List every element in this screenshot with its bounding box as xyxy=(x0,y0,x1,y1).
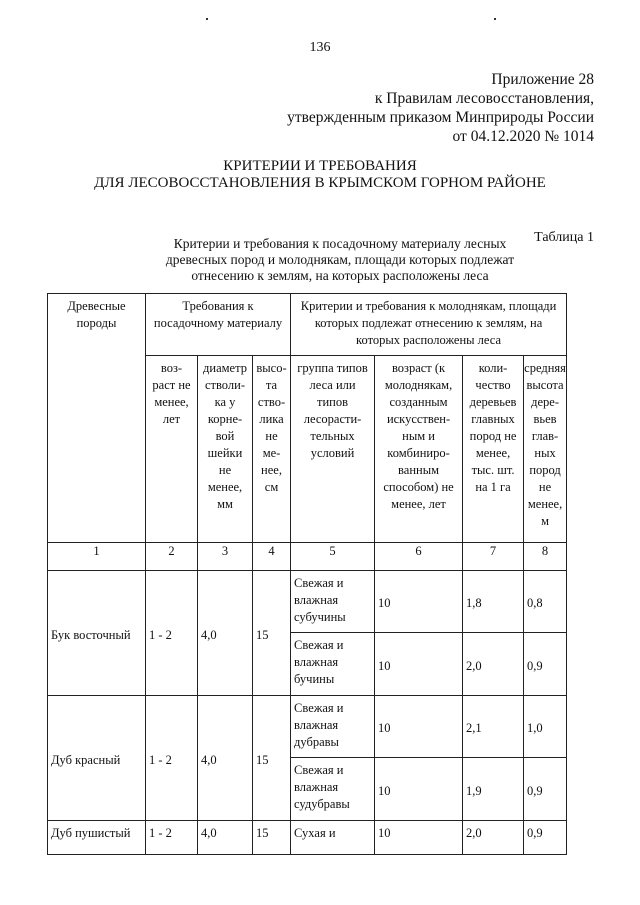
header-text: Древесные xyxy=(67,299,126,313)
header-text: нее, xyxy=(261,463,282,477)
header-text: диаметр xyxy=(203,361,247,375)
table-label: Таблица 1 xyxy=(534,230,594,245)
table-caption xyxy=(150,236,530,284)
header-text: мм xyxy=(217,497,233,511)
header-text: высо- xyxy=(256,361,287,375)
header-text: дере- xyxy=(531,395,559,409)
forest-type-line: Свежая и xyxy=(294,701,344,715)
header-text: см xyxy=(264,480,279,494)
planting-diameter: 4,0 xyxy=(198,696,253,821)
header-text: высота xyxy=(526,378,564,392)
header-text: та xyxy=(265,378,278,392)
annex-line: утвержденным приказом Минприроды России xyxy=(287,109,594,126)
header-text: пород не xyxy=(469,429,517,443)
header-text: ных xyxy=(534,446,556,460)
header-col3-diameter xyxy=(198,356,253,543)
header-text: породы xyxy=(76,316,117,330)
header-text: ка у xyxy=(214,395,236,409)
header-text: чество xyxy=(475,378,511,392)
planting-height: 15 xyxy=(253,571,291,696)
tree-count: 1,8 xyxy=(463,571,524,633)
header-text: менее, xyxy=(475,446,511,460)
header-text: средняя xyxy=(524,361,566,375)
forest-type-line: влажная xyxy=(294,780,339,794)
criteria-table xyxy=(47,293,567,855)
header-col2-age xyxy=(146,356,198,543)
header-text: менее, xyxy=(527,497,563,511)
scan-dot xyxy=(206,18,208,20)
header-text: которых подлежат отнесению к землям, на xyxy=(314,316,543,330)
column-number-row xyxy=(48,543,567,571)
planting-height: 15 xyxy=(253,696,291,821)
header-text: созданным xyxy=(389,395,448,409)
forest-type-line: дубравы xyxy=(294,735,339,749)
planting-age: 1 - 2 xyxy=(146,696,198,821)
header-text: группа типов xyxy=(297,361,368,375)
forest-type-line: судубравы xyxy=(294,797,350,811)
header-text: лика xyxy=(259,412,284,426)
header-row-top xyxy=(48,294,567,356)
column-number: 7 xyxy=(463,543,524,571)
annex-line: Приложение 28 xyxy=(491,71,594,88)
header-text: тельных xyxy=(310,429,355,443)
forest-type xyxy=(291,633,375,696)
header-text: менее, лет xyxy=(391,497,446,511)
header-text: менее, xyxy=(154,395,189,409)
header-text: на 1 га xyxy=(475,480,511,494)
species-name: Бук восточный xyxy=(48,571,146,696)
forest-type-line: влажная xyxy=(294,655,339,669)
forest-type-line: Сухая и xyxy=(294,826,336,840)
tree-count: 2,1 xyxy=(463,696,524,758)
tree-count: 1,9 xyxy=(463,758,524,821)
planting-height: 15 xyxy=(253,821,291,855)
header-text: вьев xyxy=(533,412,557,426)
column-number: 2 xyxy=(146,543,198,571)
header-species xyxy=(48,294,146,543)
header-text: главных xyxy=(471,412,515,426)
avg-height: 0,9 xyxy=(524,758,567,821)
title-line: ДЛЯ ЛЕСОВОССТАНОВЛЕНИЯ В КРЫМСКОМ ГОРНОМ РАЙОНЕ xyxy=(94,175,546,191)
column-number: 6 xyxy=(375,543,463,571)
annex-block xyxy=(287,70,594,146)
header-col8-avg-height xyxy=(524,356,567,543)
header-text: глав- xyxy=(531,429,559,443)
header-text: комбиниро- xyxy=(387,446,450,460)
forest-type xyxy=(291,696,375,758)
tree-count: 2,0 xyxy=(463,633,524,696)
forest-type xyxy=(291,571,375,633)
planting-age: 1 - 2 xyxy=(146,571,198,696)
header-text: ме- xyxy=(262,446,281,460)
tree-count: 2,0 xyxy=(463,821,524,855)
header-text: тыс. шт. xyxy=(471,463,515,477)
forest-type-line: влажная xyxy=(294,593,339,607)
header-text: искусствен- xyxy=(386,412,451,426)
caption-line: Критерии и требования к посадочному материалу лесных xyxy=(173,236,507,251)
header-text: лет xyxy=(162,412,181,426)
forest-type-line: Свежая и xyxy=(294,576,344,590)
header-text: м xyxy=(541,514,549,528)
title-line: КРИТЕРИИ И ТРЕБОВАНИЯ xyxy=(223,158,417,174)
avg-height: 0,9 xyxy=(524,821,567,855)
header-text: пород xyxy=(529,463,561,477)
header-text: посадочному материалу xyxy=(153,316,283,330)
header-text: не xyxy=(218,463,232,477)
header-text: корне- xyxy=(207,412,243,426)
species-name: Дуб пушистый xyxy=(48,821,146,855)
avg-height: 0,8 xyxy=(524,571,567,633)
header-text: молоднякам, xyxy=(384,378,453,392)
species-name: Дуб красный xyxy=(48,696,146,821)
header-young-stands xyxy=(291,294,567,356)
header-col7-tree-count xyxy=(463,356,524,543)
header-text: леса или xyxy=(309,378,356,392)
header-text: менее, xyxy=(207,480,243,494)
page-number: 136 xyxy=(309,40,331,55)
young-age: 10 xyxy=(375,633,463,696)
forest-type-line: влажная xyxy=(294,718,339,732)
header-text: шейки xyxy=(207,446,243,460)
young-age: 10 xyxy=(375,696,463,758)
column-number: 4 xyxy=(253,543,291,571)
avg-height: 1,0 xyxy=(524,696,567,758)
header-text: стволи- xyxy=(204,378,245,392)
forest-type xyxy=(291,821,375,855)
header-text: вой xyxy=(215,429,235,443)
header-text: не xyxy=(265,429,278,443)
header-text: воз- xyxy=(160,361,183,375)
header-text: ство- xyxy=(257,395,286,409)
caption-line: отнесению к землям, на которых расположены леса xyxy=(191,268,489,283)
forest-type-line: субучины xyxy=(294,610,346,624)
planting-diameter: 4,0 xyxy=(198,821,253,855)
header-text: лесорасти- xyxy=(303,412,362,426)
header-text: Требования к xyxy=(182,299,254,313)
forest-type-line: Свежая и xyxy=(294,763,344,777)
table-row xyxy=(48,821,567,855)
young-age: 10 xyxy=(375,758,463,821)
header-col6-young-age xyxy=(375,356,463,543)
column-number: 5 xyxy=(291,543,375,571)
forest-type-line: Свежая и xyxy=(294,638,344,652)
young-age: 10 xyxy=(375,821,463,855)
scan-dot xyxy=(494,18,496,20)
column-number: 3 xyxy=(198,543,253,571)
header-text: деревьев xyxy=(469,395,517,409)
header-text: раст не xyxy=(152,378,191,392)
forest-type xyxy=(291,758,375,821)
header-text: ванным xyxy=(398,463,440,477)
header-col4-height xyxy=(253,356,291,543)
header-text: условий xyxy=(310,446,355,460)
header-text: способом) не xyxy=(383,480,454,494)
planting-diameter: 4,0 xyxy=(198,571,253,696)
header-text: возраст (к xyxy=(391,361,446,375)
header-text: ным и xyxy=(402,429,435,443)
header-text: не xyxy=(538,480,552,494)
header-text: которых расположены леса xyxy=(356,333,502,347)
header-planting-material xyxy=(146,294,291,356)
table-row xyxy=(48,696,567,758)
header-text: коли- xyxy=(478,361,508,375)
caption-line: древесных пород и молоднякам, площади которых подлежат xyxy=(165,252,515,267)
annex-line: к Правилам лесовосстановления, xyxy=(374,90,594,107)
header-col5-forest-type xyxy=(291,356,375,543)
planting-age: 1 - 2 xyxy=(146,821,198,855)
column-number: 1 xyxy=(48,543,146,571)
header-text: типов xyxy=(317,395,349,409)
young-age: 10 xyxy=(375,571,463,633)
header-text: Критерии и требования к молоднякам, площади xyxy=(300,299,557,313)
column-number: 8 xyxy=(524,543,567,571)
table-row xyxy=(48,571,567,633)
forest-type-line: бучины xyxy=(294,672,335,686)
document-title xyxy=(0,158,640,192)
avg-height: 0,9 xyxy=(524,633,567,696)
annex-line: от 04.12.2020 № 1014 xyxy=(452,128,594,145)
